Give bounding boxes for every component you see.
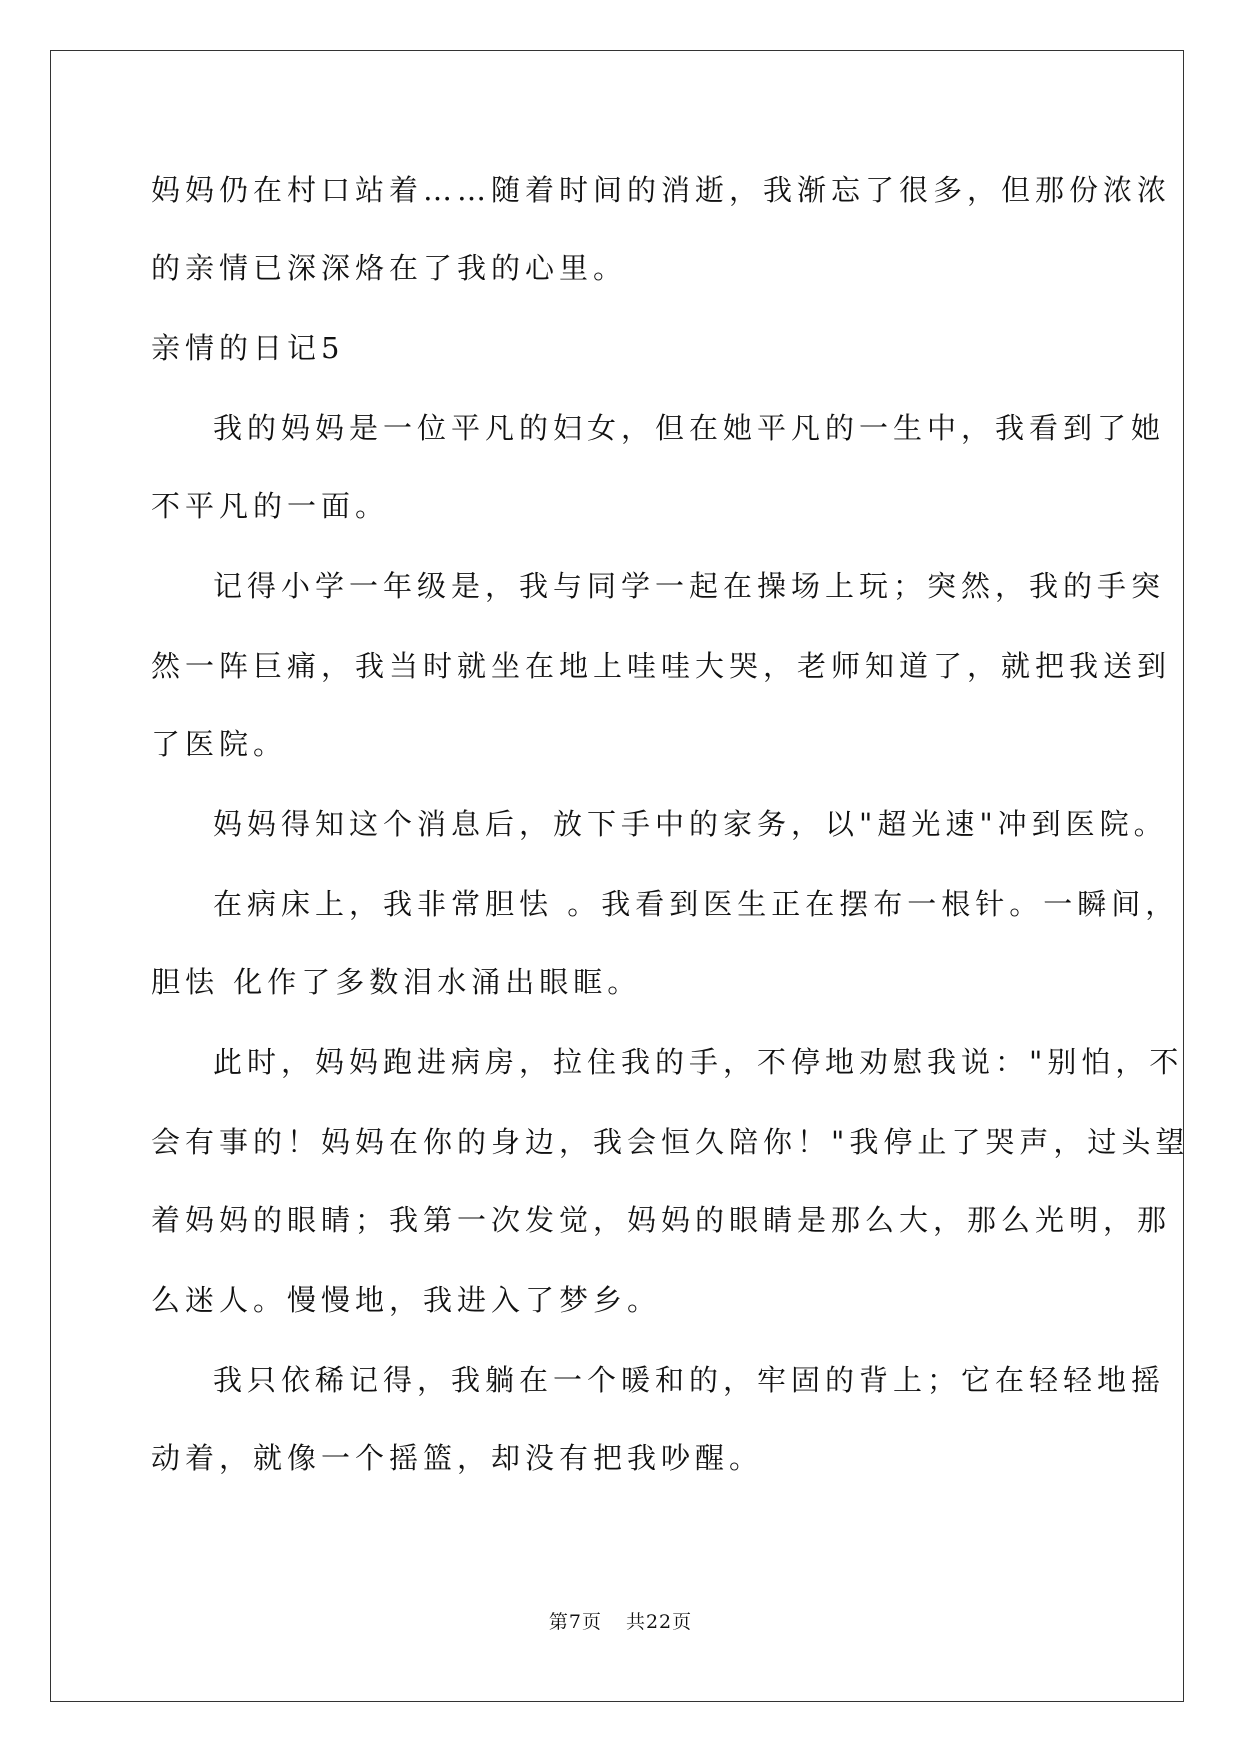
text-line: 妈妈得知这个消息后，放下手中的家务，以"超光速"冲到医院。	[213, 807, 1168, 841]
text-line: 记得小学一年级是，我与同学一起在操场上玩；突然，我的手突	[213, 569, 1166, 603]
text-line: 胆怯 化作了多数泪水涌出眼眶。	[151, 965, 642, 999]
text-line: 动着，就像一个摇篮，却没有把我吵醒。	[151, 1441, 764, 1475]
text-line: 此时，妈妈跑进病房，拉住我的手，不停地劝慰我说："别怕，不	[213, 1045, 1184, 1079]
text-line: 了医院。	[151, 727, 288, 761]
page-footer	[0, 1607, 1241, 1634]
text-line: 然一阵巨痛，我当时就坐在地上哇哇大哭，老师知道了，就把我送到	[151, 649, 1172, 683]
text-line: 我只依稀记得，我躺在一个暖和的，牢固的背上；它在轻轻地摇	[213, 1363, 1166, 1397]
text-line: 的亲情已深深烙在了我的心里。	[151, 251, 628, 285]
text-line: 在病床上，我非常胆怯 。我看到医生正在摆布一根针。一瞬间，	[213, 887, 1180, 921]
text-line: 么迷人。慢慢地，我进入了梦乡。	[151, 1283, 662, 1317]
text-line: 会有事的！妈妈在你的身边，我会恒久陪你！"我停止了哭声，过头望	[151, 1125, 1190, 1159]
page-total: 共22页	[625, 1611, 693, 1633]
text-line: 不平凡的一面。	[151, 489, 390, 523]
section-heading: 亲情的日记5	[151, 331, 345, 365]
text-line: 着妈妈的眼睛；我第一次发觉，妈妈的眼睛是那么大，那么光明，那	[151, 1203, 1172, 1237]
text-line: 妈妈仍在村口站着……随着时间的消逝，我渐忘了很多，但那份浓浓	[151, 173, 1172, 207]
text-line: 我的妈妈是一位平凡的妇女，但在她平凡的一生中，我看到了她	[213, 411, 1166, 445]
page-number: 第7页	[548, 1611, 602, 1633]
